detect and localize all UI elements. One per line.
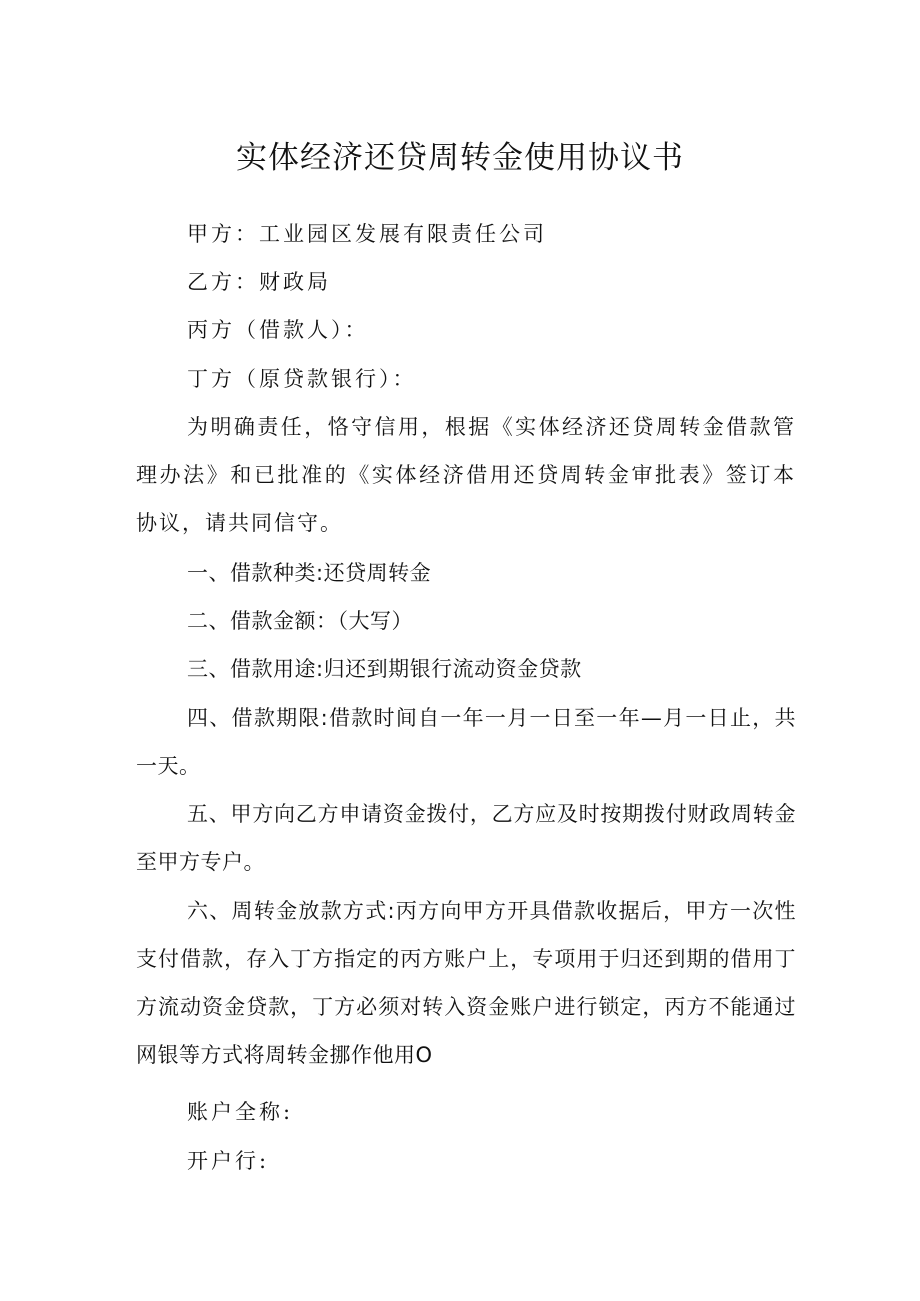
clause-3: 三、借款用途:归还到期银行流动资金贷款 [187,657,582,681]
bank-label: 开户行: [187,1149,270,1173]
account-name-label: 账户全称: [187,1100,294,1124]
clause-6: 六、周转金放款方式:丙方向甲方开具借款收据后，甲方一次性支付借款，存入丁方指定的丙方账户上，专项用于归还到期的借用丁方流动资金贷款，丁方必须对转入资金账户进行锁定，丙方不能通过网银等方式将周转金挪作他用O [136,899,796,1067]
preamble-paragraph: 为明确责任，恪守信用，根据《实体经济还贷周转金借款管理办法》和已批准的《实体经济借用还贷周转金审批表》签订本协议，请共同信守。 [136,415,796,535]
clause-2: 二、借款金额：（大写） [187,609,413,633]
clause-4: 四、借款期限:借款时间自一年一月一日至一年—月一日止，共一天。 [136,706,796,778]
document-title: 实体经济还贷周转金使用协议书 [236,140,684,176]
clause-1: 一、借款种类:还贷周转金 [187,561,432,585]
party-a-line: 甲方：工业园区发展有限责任公司 [187,222,547,246]
party-b-line: 乙方：财政局 [187,270,331,294]
party-c-line: 丙方（借款人）： [187,318,369,342]
party-d-line: 丁方（原贷款银行）： [187,367,417,391]
clause-5: 五、甲方向乙方申请资金拨付，乙方应及时按期拨付财政周转金至甲方专户。 [136,802,796,874]
